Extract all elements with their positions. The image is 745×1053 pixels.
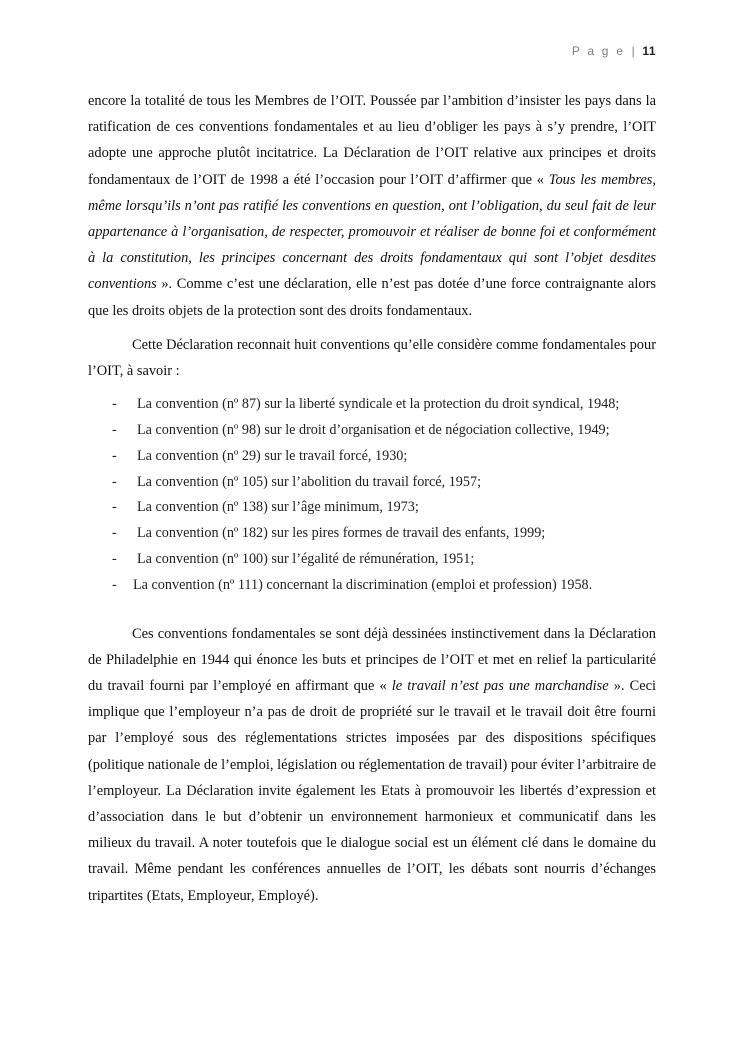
list-dash: - — [112, 473, 117, 490]
list-dash: - — [112, 422, 117, 439]
page-label: P a g e — [571, 44, 626, 58]
convention-text: La convention (nº 98) sur le droit d’organisation et de négociation collective, 1949; — [137, 422, 610, 439]
paragraph-text: encore la totalité de tous les Membres de l’OIT. Poussée par l’ambition d’insister les pays dans la ratification de ces conventions fondamentales et au lieu d’obliger les pays à s’y prendre, l’OIT adopte une approche plutôt incitatrice. La Déclaration de l’OIT relative aux principes et droits fondamentaux de l’OIT de 1998 a été l’occasion pour l’OIT d’affirmer que « — [88, 93, 656, 188]
list-item — [88, 392, 656, 418]
convention-text: La convention (nº 138) sur l’âge minimum, 1973; — [137, 499, 419, 516]
declaration-quote: Tous les membres, même lorsqu’ils n’ont pas ratifié les conventions en question, ont l’obligation, du seul fait de leur appartenance à l’organisation, de respecter, promouvoir et réaliser de bonne foi et conformément à la constitution, les principes concernant des droits fondamentaux qui sont l’objet desdites conventions — [88, 171, 656, 293]
page-number: 11 — [642, 44, 656, 58]
list-item — [88, 547, 656, 573]
paragraph-text: ». Comme c’est une déclaration, elle n’est pas dotée d’une force contraignante alors que les droits objets de la protection sont des droits fondamentaux. — [88, 276, 656, 319]
list-dash: - — [112, 551, 117, 568]
paragraph-philadelphia — [88, 621, 656, 909]
convention-text: La convention (nº 100) sur l’égalité de rémunération, 1951; — [137, 551, 475, 568]
paragraph-declaration-1998 — [88, 88, 656, 324]
paragraph-text: ». Ceci implique que l’employeur n’a pas de droit de propriété sur le travail et le travail doit être fourni par l’employé sous des réglementations strictes imposées par des dispositions spécifiques (politique nationale de l’emploi, législation ou réglementation de travail) pour éviter l’arbitraire de l’employeur. La Déclaration invite également les Etats à promouvoir les libertés d’expression et d’association dans le but d’obtenir un environnement harmonieux et communicatif dans les milieux du travail. A noter toutefois que le dialogue social est un élément clé dans le domaine du travail. Même pendant les conférences annuelles de l’OIT, les débats sont nourris d’échanges tripartites (Etats, Employeur, Employé). — [88, 678, 656, 904]
paragraph-eight-conventions: Cette Déclaration reconnait huit conventions qu’elle considère comme fondamentales pour l’OIT, à savoir : — [88, 336, 656, 380]
document-body — [88, 88, 656, 909]
list-dash: - — [112, 396, 117, 413]
philadelphia-quote: le travail n’est pas une marchandise — [391, 678, 609, 695]
header-separator: | — [631, 44, 635, 58]
list-item — [88, 418, 656, 444]
convention-text: La convention (nº 182) sur les pires formes de travail des enfants, 1999; — [137, 525, 546, 542]
convention-text: La convention (nº 111) concernant la discrimination (emploi et profession) 1958. — [133, 576, 593, 593]
conventions-list — [88, 392, 656, 598]
list-dash: - — [112, 576, 117, 593]
list-dash: - — [112, 525, 117, 542]
convention-text: La convention (nº 29) sur le travail forcé, 1930; — [137, 447, 408, 464]
convention-text: La convention (nº 105) sur l’abolition du travail forcé, 1957; — [137, 473, 482, 490]
list-item — [88, 573, 656, 599]
convention-text: La convention (nº 87) sur la liberté syndicale et la protection du droit syndical, 1948; — [137, 396, 620, 413]
paragraph-text: Ces conventions fondamentales se sont déjà dessinées instinctivement dans la Déclaration de Philadelphie en 1944 qui énonce les buts et principes de l’OIT et met en relief la particularité du travail fourni par l’employé en affirmant que « — [88, 625, 656, 695]
list-dash: - — [112, 447, 117, 464]
page-header — [572, 44, 656, 58]
list-item — [88, 444, 656, 470]
list-item — [88, 495, 656, 521]
list-item — [88, 521, 656, 547]
list-item — [88, 470, 656, 496]
list-dash: - — [112, 499, 117, 516]
